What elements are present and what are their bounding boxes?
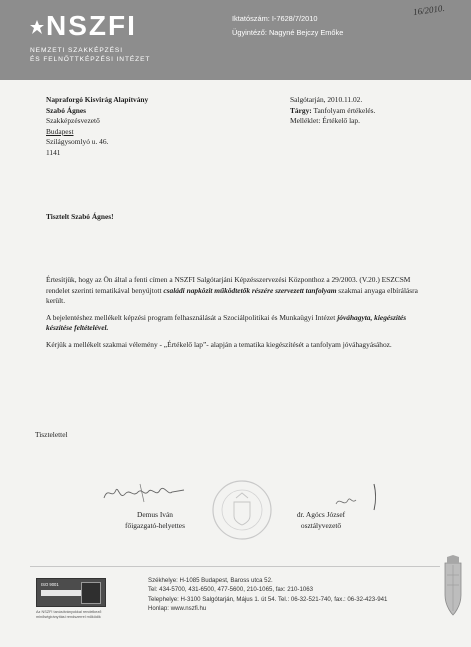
footer-phone: Tel: 434-5700, 431-6500, 477-5600, 210-1065, fax: 210-1063 — [148, 586, 313, 594]
hungarian-crest-icon — [441, 555, 465, 625]
subject-line — [290, 106, 375, 117]
handwritten-corner-note: 16/2010. — [412, 2, 446, 18]
signatory-right — [266, 510, 376, 531]
footer-divider — [30, 566, 440, 567]
reference-info — [232, 12, 343, 41]
certification-badge-label: ISO 9001 — [41, 582, 59, 587]
signatory-left-title: főigazgató-helyettes — [125, 520, 185, 530]
course-name-emphasis: családi napközit működtetők részére szervezett tanfolyam — [163, 285, 337, 295]
closing-greeting: Tisztelettel — [35, 430, 68, 439]
signatory-left — [100, 510, 210, 531]
official-seal-stamp — [210, 478, 274, 542]
recipient-city: Budapest — [46, 126, 74, 136]
certification-badge-stripe — [41, 590, 83, 596]
salutation: Tisztelt Szabó Ágnes! — [46, 212, 114, 221]
recipient-org: Napraforgó Kisvirág Alapítvány — [46, 95, 149, 104]
letter-body — [46, 275, 418, 356]
logo-wordmark: NSZFI — [46, 10, 137, 41]
recipient-zip: 1141 — [46, 147, 61, 157]
signatory-right-name: dr. Agócs József — [296, 510, 346, 519]
certification-logo-icon — [81, 582, 101, 604]
certification-caption: Az NSZFI tanúsítványokkal rendelkező minőségirányítási rendszerrel működik — [36, 610, 102, 619]
file-number: Iktatószám: I-7628/7/2010 — [232, 14, 318, 23]
subject-label: Tárgy: — [290, 105, 312, 115]
body-paragraph-2: A bejelentéshez mellékelt képzési program felhasználását a Szociálpolitikai és Munkaügyi Intézet jóváhagyta, kiegészítés készítése feltételével. — [46, 312, 407, 333]
letterhead-band — [0, 0, 471, 80]
footer-hq: Székhelye: H-1085 Budapest, Baross utca 52. — [148, 577, 273, 584]
signature-left-scribble — [100, 480, 190, 506]
recipient-street: Szilágysomlyó u. 46. — [46, 137, 109, 147]
case-officer: Ügyintéző: Nagyné Bejczy Emőke — [232, 28, 344, 38]
place-date: Salgótarján, 2010.11.02. — [290, 95, 363, 104]
signatory-right-title: osztályvezető — [300, 520, 342, 530]
signatory-left-name: Demus Iván — [137, 510, 173, 519]
signature-right-scribble — [330, 482, 390, 512]
approval-emphasis: jóváhagyta, kiegészítés készítése feltételével. — [46, 312, 407, 333]
footer-site: Telephelye: H-3100 Salgótarján, Május 1. út 54. Tel.: 06-32-521-740, fax.: 06-32-423-941 — [148, 595, 388, 603]
footer-contact — [148, 576, 387, 614]
subject-value: Tanfolyam értékelés. — [311, 105, 376, 115]
footer-website: Honlap: www.nszfi.hu — [148, 605, 207, 613]
logo-subtitle-2: ÉS FELNŐTTKÉPZÉSI INTÉZET — [30, 56, 151, 63]
attachment-line: Melléklet: Értékelő lap. — [290, 116, 360, 126]
certification-badge — [36, 578, 106, 607]
recipient-address — [46, 95, 148, 158]
recipient-role: Szakképzésvezető — [46, 116, 100, 126]
logo-star-icon — [30, 20, 44, 34]
logo-subtitle-1: NEMZETI SZAKKÉPZÉSI — [30, 47, 123, 54]
nszfi-logo — [30, 6, 190, 76]
letter-meta — [290, 95, 375, 127]
body-paragraph-1: Értesítjük, hogy az Ön által a fenti címen a NSZFI Salgótarjáni Képzésszervezési Központhoz a 29/2003. (V.20.) ESZCSM rendelet szerinti tematikával benyújtott családi napközit működtetők részére szervezett tanfolyam szakmai anyaga elbírálásra került. — [46, 275, 418, 306]
body-paragraph-3: Kérjük a mellékelt szakmai vélemény - „Értékelő lap”- alapján a tematika kiegészítését a tanfolyam jóváhagyásához. — [46, 339, 392, 349]
recipient-name: Szabó Ágnes — [46, 105, 87, 115]
